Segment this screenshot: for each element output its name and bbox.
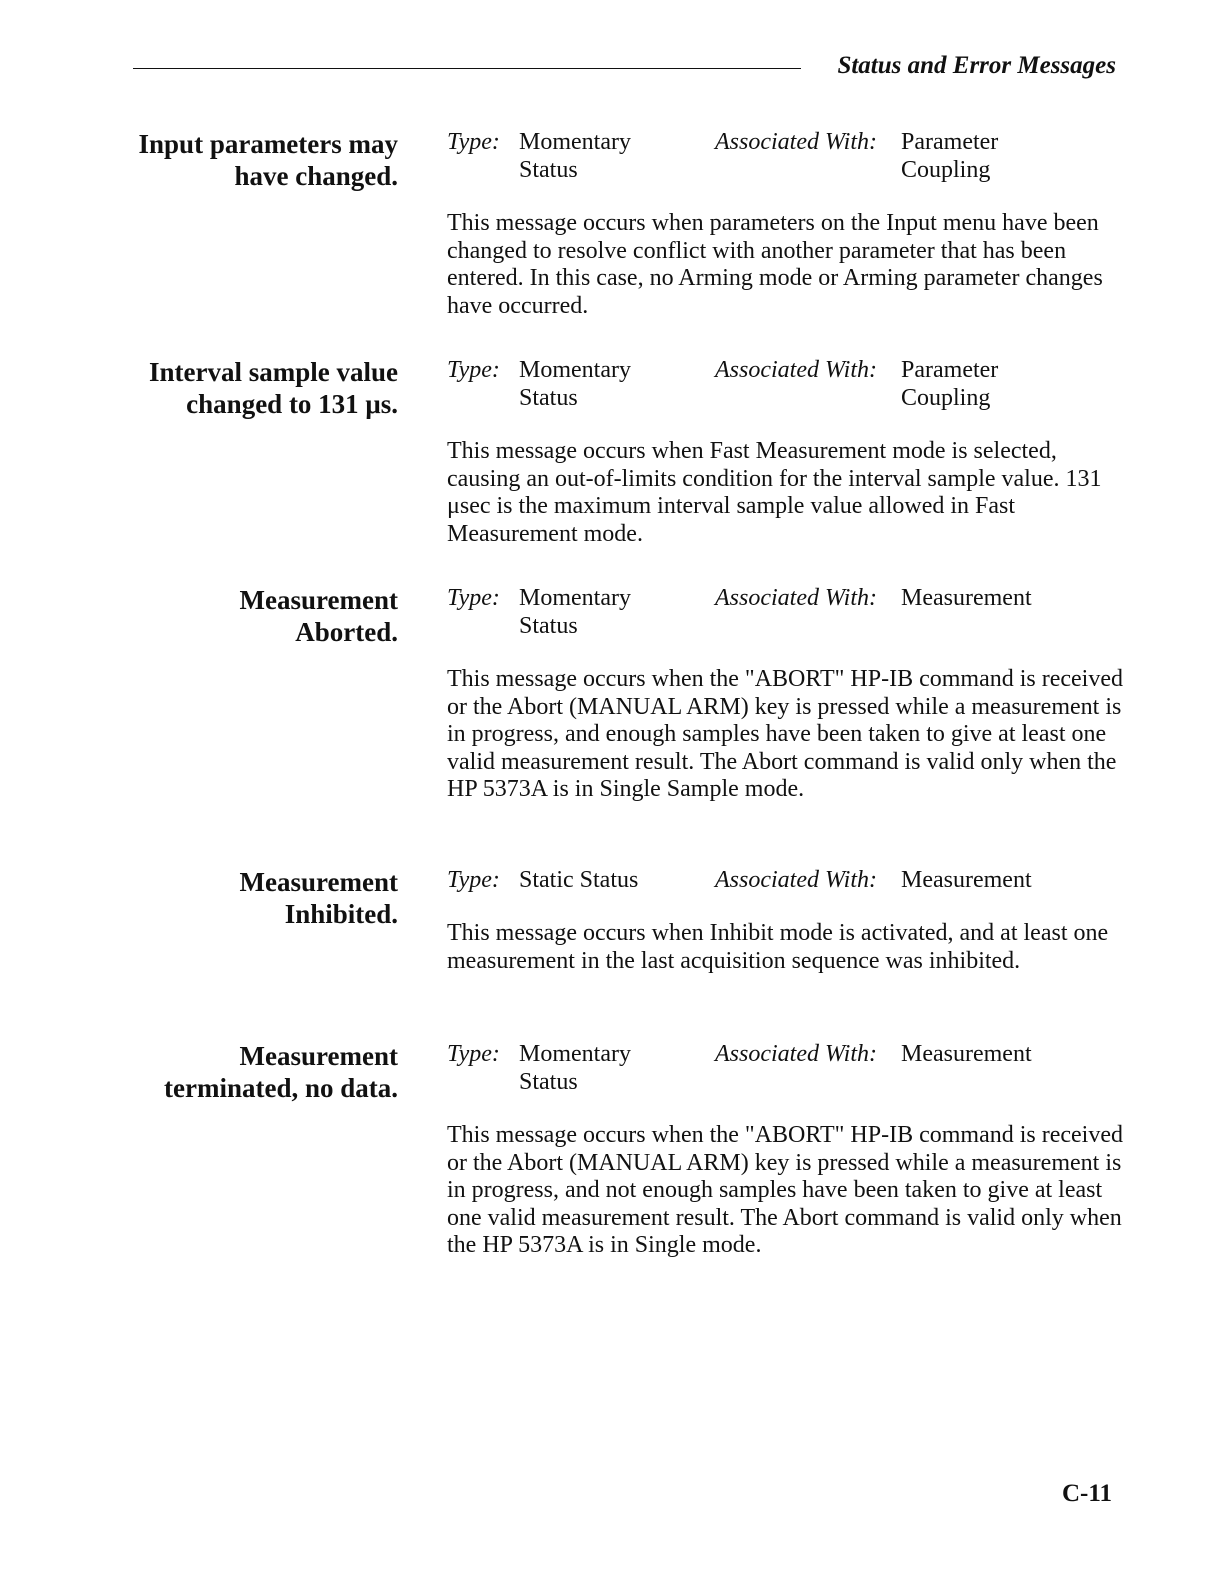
message-title: [98, 128, 398, 192]
type-label: Type:: [447, 1041, 500, 1067]
message-description: This message occurs when Inhibit mode is activated, and at least one measurement in the last acquisition sequence was inhibited.: [447, 920, 1109, 974]
message-title: [98, 866, 398, 930]
type-value-line: Static Status: [519, 867, 639, 893]
associated-value-line: Measurement: [901, 1041, 1032, 1067]
message-title-line: Input parameters may: [138, 129, 398, 159]
associated-value-line: Parameter: [901, 357, 999, 383]
associated-with-value: [901, 866, 1101, 894]
type-value: [519, 356, 689, 412]
type-value-line: Status: [519, 157, 578, 183]
type-value-line: Status: [519, 613, 578, 639]
type-value-line: Status: [519, 1069, 578, 1095]
message-title-line: Aborted.: [295, 617, 398, 647]
message-title: [98, 1040, 398, 1104]
page-number: C-11: [1062, 1480, 1112, 1507]
associated-value-line: Coupling: [901, 385, 991, 411]
message-description: This message occurs when the "ABORT" HP-IB command is received or the Abort (MANUAL ARM) key is pressed while a measurement is in progress, and not enough samples have been taken to give at least one valid measurement result. The Abort command is valid only when the HP 5373A is in Single mode.: [447, 1122, 1123, 1258]
associated-with-label: Associated With:: [715, 129, 877, 155]
type-value-line: Status: [519, 385, 578, 411]
associated-with-label: Associated With:: [715, 1041, 877, 1067]
message-title-line: Measurement: [239, 1041, 398, 1071]
type-value: [519, 1040, 689, 1096]
message-title-line: changed to 131 μs.: [186, 389, 398, 419]
type-value-line: Momentary: [519, 585, 631, 611]
message-description: This message occurs when Fast Measurement mode is selected, causing an out-of-limits condition for the interval sample value. 131 μsec is the maximum interval sample value allowed in Fast Measurement mode.: [447, 438, 1102, 547]
message-title: [98, 584, 398, 648]
type-value-line: Momentary: [519, 357, 631, 383]
message-title-line: Inhibited.: [284, 899, 398, 929]
type-value-line: Momentary: [519, 1041, 631, 1067]
type-value: [519, 866, 689, 894]
associated-with-value: [901, 1040, 1101, 1068]
type-label: Type:: [447, 357, 500, 383]
message-title-line: terminated, no data.: [164, 1073, 398, 1103]
associated-with-label: Associated With:: [715, 357, 877, 383]
associated-with-label: Associated With:: [715, 867, 877, 893]
associated-with-value: [901, 584, 1101, 612]
message-description: This message occurs when the "ABORT" HP-IB command is received or the Abort (MANUAL ARM) key is pressed while a measurement is in progress, and enough samples have been taken to give at least one valid measurement result. The Abort command is valid only when the HP 5373A is in Single Sample mode.: [447, 666, 1123, 802]
type-value: [519, 584, 689, 640]
type-label: Type:: [447, 585, 500, 611]
associated-with-value: [901, 356, 1101, 412]
message-title-line: have changed.: [234, 161, 398, 191]
header-rule: [133, 68, 801, 69]
associated-value-line: Parameter: [901, 129, 999, 155]
associated-value-line: Measurement: [901, 867, 1032, 893]
message-title-line: Measurement: [239, 867, 398, 897]
message-title: [98, 356, 398, 420]
associated-with-label: Associated With:: [715, 585, 877, 611]
type-value: [519, 128, 689, 184]
associated-with-value: [901, 128, 1101, 184]
type-value-line: Momentary: [519, 129, 631, 155]
associated-value-line: Measurement: [901, 585, 1032, 611]
type-label: Type:: [447, 867, 500, 893]
message-title-line: Interval sample value: [149, 357, 398, 387]
message-title-line: Measurement: [239, 585, 398, 615]
running-header: Status and Error Messages: [837, 52, 1116, 79]
type-label: Type:: [447, 129, 500, 155]
message-description: This message occurs when parameters on the Input menu have been changed to resolve conflict with another parameter that has been entered. In this case, no Arming mode or Arming parameter changes have occurred.: [447, 210, 1103, 319]
associated-value-line: Coupling: [901, 157, 991, 183]
